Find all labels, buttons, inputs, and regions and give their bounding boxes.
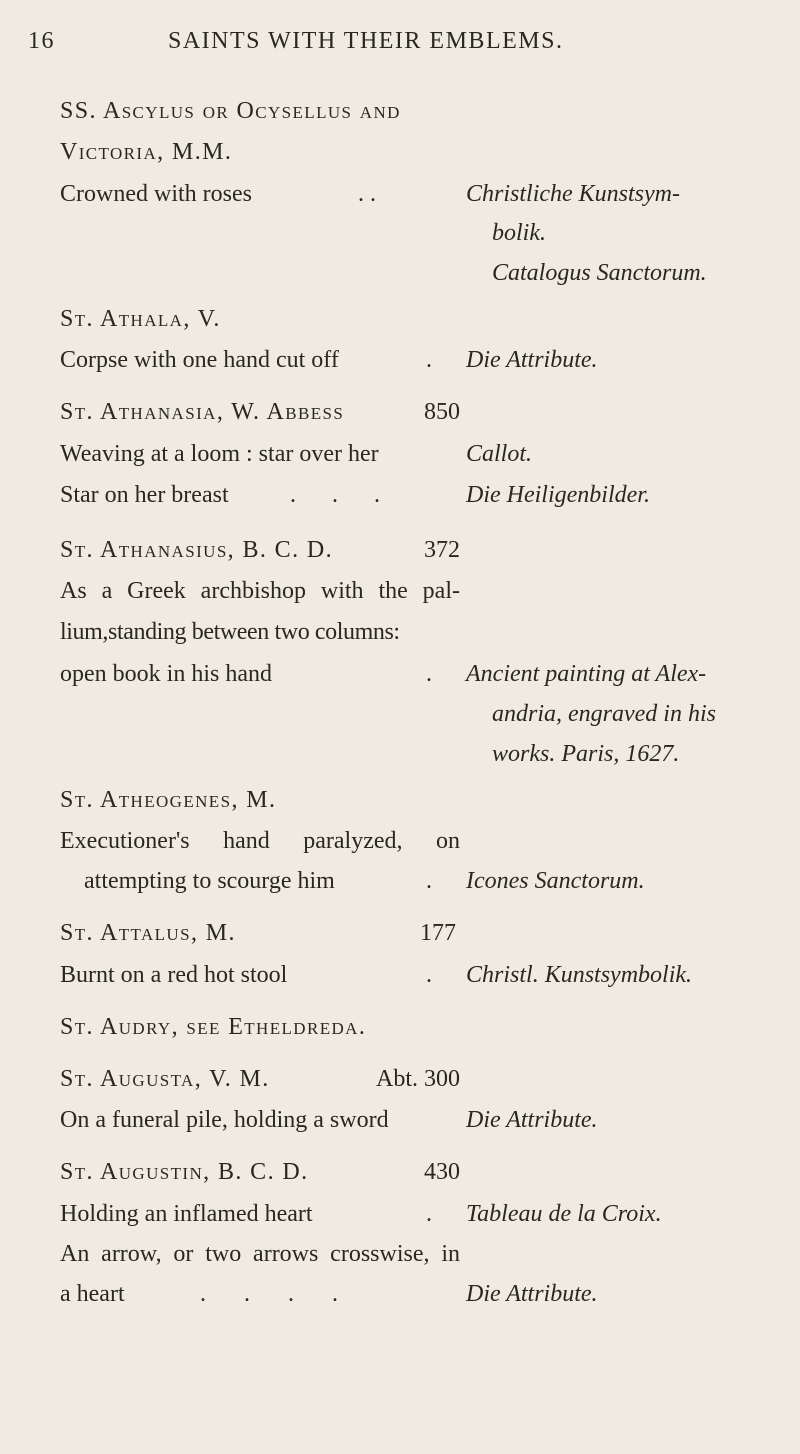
running-title: SAINTS WITH THEIR EMBLEMS. <box>168 28 564 54</box>
entry-description: Crowned with roses <box>60 181 252 207</box>
entry-source: Ancient painting at Alex- <box>466 661 707 687</box>
entry-heading <box>60 918 456 948</box>
entry-source: Christliche Kunstsym- <box>466 181 680 207</box>
entry-date: 372 <box>424 537 460 563</box>
entry-description: open book in his hand <box>60 661 272 687</box>
leader-dots: . <box>426 868 432 894</box>
entry-description: On a funeral pile, holding a sword <box>60 1107 389 1133</box>
entry-heading: St. Athala, V. <box>60 306 221 332</box>
entry-heading: SS. Ascylus or Ocysellus and <box>60 98 401 124</box>
entry-source: Die Attribute. <box>466 1281 598 1307</box>
leader-dots: . <box>426 347 432 373</box>
entry-source: Die Attribute. <box>466 1107 598 1133</box>
entry-date: 430 <box>424 1159 460 1185</box>
running-header <box>0 28 800 68</box>
entry-description: a heart <box>60 1281 125 1307</box>
entry-description: Burnt on a red hot stool <box>60 962 288 988</box>
entry-source: Die Attribute. <box>466 347 598 373</box>
page-number: 16 <box>28 28 55 54</box>
entry-source: bolik. <box>492 220 546 246</box>
entry-description: Corpse with one hand cut off <box>60 347 339 373</box>
entry-heading: Victoria, M.M. <box>60 139 233 165</box>
entry-source: Tableau de la Croix. <box>466 1201 662 1227</box>
entry-date: 850 <box>424 399 460 425</box>
entry-source: andria, engraved in his <box>492 701 716 727</box>
entry-source: Icones Sanctorum. <box>466 868 645 894</box>
leader-dots: . . <box>358 181 376 207</box>
entry-description: An arrow, or two arrows crosswise, in <box>60 1241 460 1267</box>
entry-heading-name: St. Augusta, V. M. <box>60 1066 270 1092</box>
entry-heading <box>60 1064 460 1094</box>
entry-description: Executioner's hand paralyzed, on <box>60 828 460 854</box>
entry-heading: St. Audry, see Etheldreda. <box>60 1014 367 1040</box>
entry-description: Weaving at a loom : star over her <box>60 441 379 467</box>
entry-description: Star on her breast <box>60 482 229 508</box>
entry-heading <box>60 535 460 565</box>
entry-heading-name: St. Athanasius, B. C. D. <box>60 537 334 563</box>
entry-heading-name: St. Augustin, B. C. D. <box>60 1159 309 1185</box>
entry-description: As a Greek archbishop with the pal- <box>60 578 460 604</box>
entry-description: lium,standing between two columns: <box>60 619 400 645</box>
entry-heading <box>60 397 460 427</box>
entry-heading-name: St. Attalus, M. <box>60 920 236 946</box>
entry-source: Christl. Kunstsymbolik. <box>466 962 693 988</box>
entry-source: Catalogus Sanctorum. <box>492 260 707 286</box>
leader-dots: . . . . <box>200 1281 338 1307</box>
entry-description: attempting to scourge him <box>84 868 335 894</box>
entry-date: Abt. 300 <box>376 1066 460 1092</box>
entry-source: works. Paris, 1627. <box>492 741 680 767</box>
entry-heading <box>60 1157 460 1187</box>
entry-heading-name: St. Athanasia, W. Abbess <box>60 399 345 425</box>
entry-description: Holding an inflamed heart <box>60 1201 313 1227</box>
leader-dots: . <box>426 661 432 687</box>
entry-source: Callot. <box>466 441 533 467</box>
leader-dots: . <box>426 962 432 988</box>
entry-source: Die Heiligenbilder. <box>466 482 650 508</box>
leader-dots: . <box>426 1201 432 1227</box>
leader-dots: . . . <box>290 482 380 508</box>
entry-date: 177 <box>420 920 456 946</box>
entry-heading: St. Atheogenes, M. <box>60 787 277 813</box>
